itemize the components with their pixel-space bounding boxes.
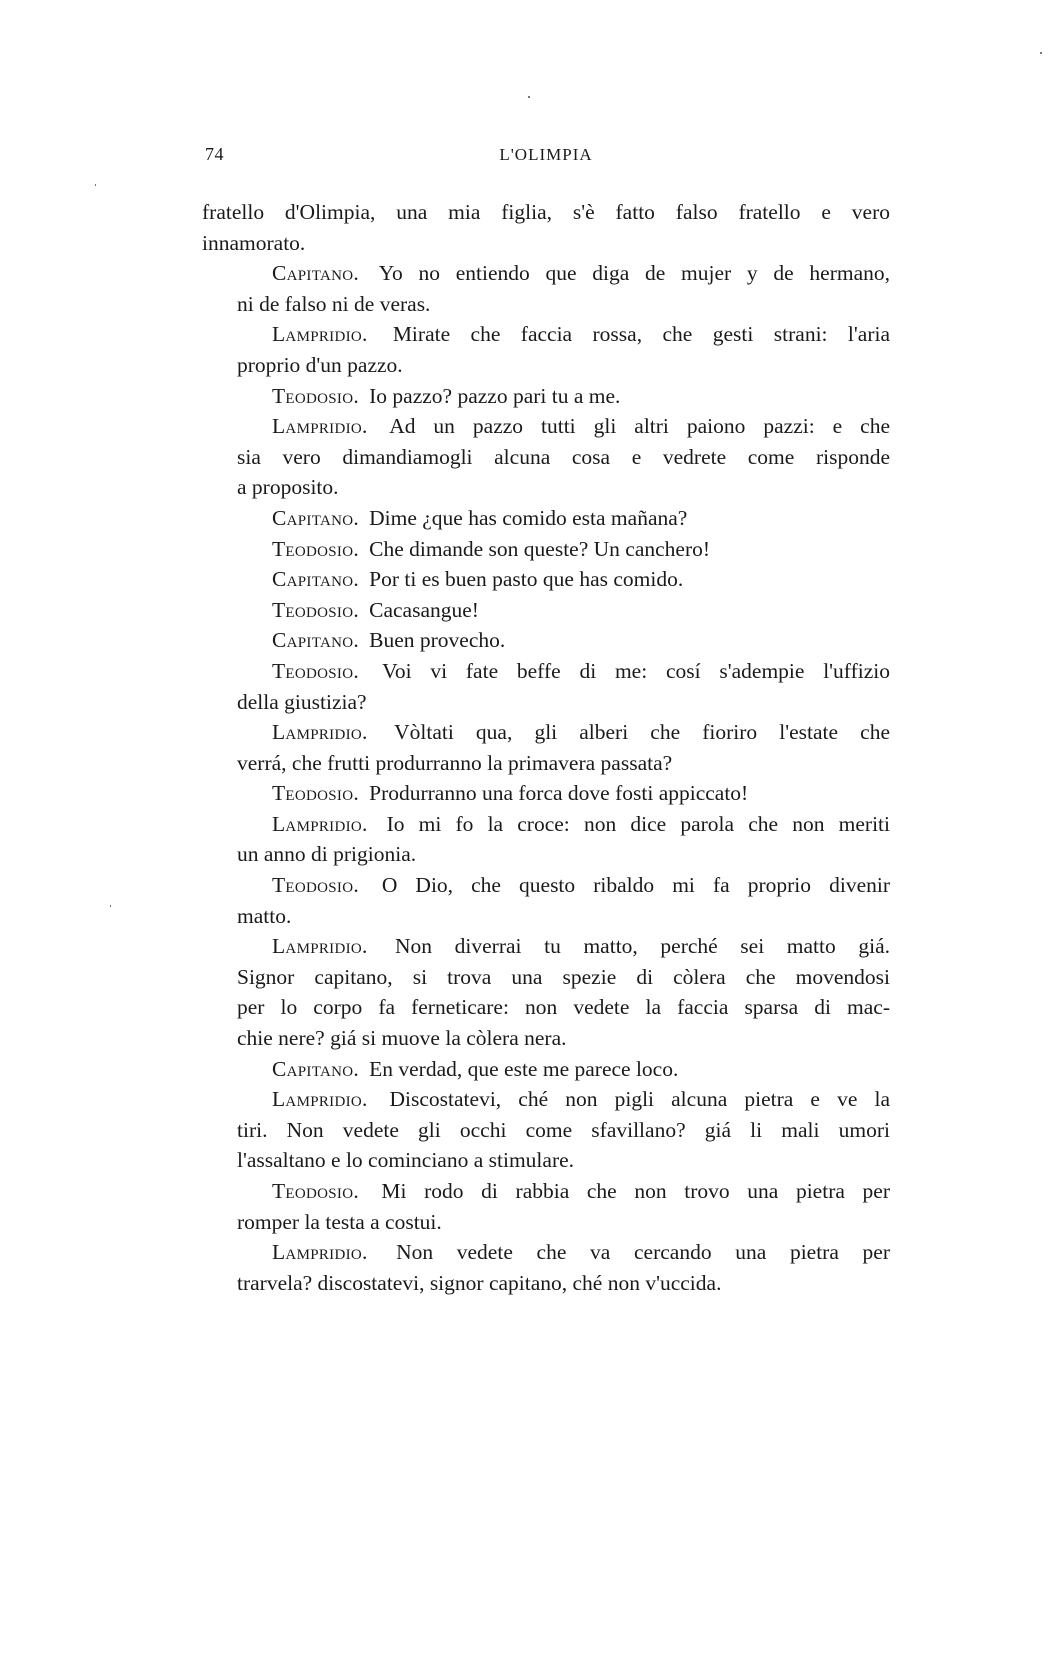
text-line — [202, 901, 890, 932]
speech-paragraph — [202, 778, 890, 809]
speaker-name: Lampridio — [272, 934, 363, 959]
line-text: Non vedete che va cercando una pietra per — [396, 1240, 890, 1265]
line-text: Signor capitano, si trova una spezie di còlera che movendosi — [237, 964, 890, 989]
line-text: della giustizia? — [237, 689, 367, 714]
speaker-period: . — [362, 720, 368, 745]
speaker-name: Capitano — [272, 628, 354, 653]
speaker-name: Teodosio — [272, 873, 354, 898]
speaker-period: . — [362, 934, 368, 959]
line-text: En verdad, que este me parece loco. — [369, 1056, 679, 1081]
text-line — [202, 1084, 890, 1115]
line-text: proprio d'un pazzo. — [237, 352, 403, 377]
running-title: L'OLIMPIA — [499, 145, 593, 164]
speaker-name: Capitano — [272, 505, 354, 530]
text-line — [202, 350, 890, 381]
line-text: per lo corpo fa ferneticare: non vedete la faccia sparsa di mac- — [237, 995, 890, 1020]
text-line — [202, 778, 890, 809]
line-text: Ad un pazzo tutti gli altri paiono pazzi: e che — [389, 414, 890, 439]
speech-paragraph — [202, 595, 890, 626]
text-line — [202, 1207, 890, 1238]
speaker-name: Teodosio — [272, 658, 354, 683]
line-text: Por ti es buen pasto que has comido. — [369, 567, 684, 592]
text-line — [202, 258, 890, 289]
speech-paragraph — [202, 809, 890, 870]
speech-paragraph — [202, 319, 890, 380]
text-line — [202, 1145, 890, 1176]
scan-speck — [110, 905, 111, 907]
line-text: chie nere? giá si muove la còlera nera. — [237, 1026, 567, 1051]
line-text: Voi vi fate beffe di me: cosí s'adempie l'uffizio — [382, 658, 890, 683]
speech-paragraph — [202, 625, 890, 656]
line-text: Non diverrai tu matto, perché sei matto giá. — [395, 934, 891, 959]
speaker-name: Lampridio — [272, 414, 363, 439]
speaker-period: . — [353, 261, 359, 286]
text-line — [202, 931, 890, 962]
speaker-period: . — [353, 628, 359, 653]
line-text: Che dimande son queste? Un canchero! — [369, 536, 711, 561]
text-line — [202, 595, 890, 626]
text-line — [202, 411, 890, 442]
text-line — [202, 717, 890, 748]
line-text: innamorato. — [202, 230, 306, 255]
speech-paragraph — [202, 1054, 890, 1085]
line-text: romper la testa a costui. — [237, 1209, 442, 1234]
line-text: Dime ¿que has comido esta mañana? — [369, 505, 688, 530]
speaker-period: . — [362, 322, 368, 347]
speech-paragraph — [202, 1237, 890, 1298]
line-text: a proposito. — [237, 475, 339, 500]
text-line — [202, 381, 890, 412]
text-line — [202, 1115, 890, 1146]
speaker-period: . — [353, 1056, 359, 1081]
page-number: 74 — [205, 144, 224, 164]
line-text: Yo no entiendo que diga de mujer y de hermano, — [378, 261, 891, 286]
speech-paragraph — [202, 381, 890, 412]
speech-paragraph — [202, 503, 890, 534]
line-text: sia vero dimandiamogli alcuna cosa e vedrete come risponde — [237, 444, 890, 469]
speaker-period: . — [353, 781, 359, 806]
speaker-period: . — [353, 567, 359, 592]
text-line — [202, 992, 890, 1023]
speaker-period: . — [353, 658, 359, 683]
line-text: Discostatevi, ché non pigli alcuna pietra e ve la — [389, 1087, 891, 1112]
speaker-period: . — [362, 414, 368, 439]
line-text: matto. — [237, 903, 292, 928]
line-text: Buen provecho. — [369, 628, 506, 653]
speaker-period: . — [362, 811, 368, 836]
line-text: Mirate che faccia rossa, che gesti strani: l'aria — [392, 322, 890, 347]
text-line — [202, 503, 890, 534]
line-text: verrá, che frutti produrranno la primavera passata? — [237, 750, 673, 775]
speech-paragraph — [202, 534, 890, 565]
line-text: Cacasangue! — [369, 597, 479, 622]
text-line — [202, 319, 890, 350]
text-line — [202, 1054, 890, 1085]
line-text: O Dio, che questo ribaldo mi fa proprio divenir — [381, 873, 890, 898]
text-line — [202, 870, 890, 901]
text-line — [202, 656, 890, 687]
speaker-name: Capitano — [272, 1056, 354, 1081]
line-text: un anno di prigionia. — [237, 842, 417, 867]
line-text: Io pazzo? pazzo pari tu a me. — [369, 383, 621, 408]
speech-paragraph — [202, 564, 890, 595]
speaker-name: Capitano — [272, 567, 354, 592]
speaker-period: . — [353, 873, 359, 898]
running-head — [203, 142, 889, 168]
text-line — [202, 564, 890, 595]
text-line — [202, 534, 890, 565]
scan-speck — [1040, 52, 1042, 54]
speaker-period: . — [353, 1179, 359, 1203]
text-line — [202, 962, 890, 993]
speaker-name: Capitano — [272, 261, 354, 286]
text-line — [202, 625, 890, 656]
speaker-period: . — [362, 1087, 368, 1112]
text-line — [202, 839, 890, 870]
continuation-paragraph — [202, 197, 890, 258]
speech-paragraph — [202, 258, 890, 319]
speaker-name: Lampridio — [272, 322, 363, 347]
speaker-name: Teodosio — [272, 781, 354, 806]
speaker-period: . — [353, 536, 359, 561]
line-text: ni de falso ni de veras. — [237, 291, 431, 316]
line-text: l'assaltano e lo cominciano a stimulare. — [237, 1148, 575, 1173]
line-text: trarvela? discostatevi, signor capitano, ché non v'uccida. — [237, 1270, 722, 1295]
speaker-name: Teodosio — [272, 597, 354, 622]
line-text: Produrranno una forca dove fosti appiccato! — [369, 781, 749, 806]
dialogue-text — [202, 197, 890, 1298]
line-text: tiri. Non vedete gli occhi come sfavillano? giá li mali umori — [237, 1117, 890, 1142]
text-line — [202, 228, 890, 259]
text-line — [202, 809, 890, 840]
line-text: fratello d'Olimpia, una mia figlia, s'è fatto falso fratello e vero — [202, 200, 890, 224]
line-text: Vòltati qua, gli alberi che fioriro l'estate che — [394, 720, 890, 745]
speaker-period: . — [362, 1240, 368, 1265]
text-line — [202, 289, 890, 320]
text-line — [202, 1023, 890, 1054]
text-line — [202, 197, 890, 228]
text-line — [202, 1268, 890, 1299]
speech-paragraph — [202, 1176, 890, 1237]
text-line — [202, 1176, 890, 1207]
speech-paragraph — [202, 870, 890, 931]
text-line — [202, 687, 890, 718]
speaker-name: Teodosio — [272, 536, 354, 561]
scan-speck — [528, 96, 530, 98]
text-line — [202, 1237, 890, 1268]
line-text: Mi rodo di rabbia che non trovo una pietra per — [381, 1179, 890, 1203]
text-line — [202, 442, 890, 473]
speaker-period: . — [353, 505, 359, 530]
speaker-name: Lampridio — [272, 1240, 363, 1265]
speech-paragraph — [202, 1084, 890, 1176]
speaker-period: . — [353, 597, 359, 622]
scan-speck — [95, 184, 96, 186]
speaker-name: Lampridio — [272, 720, 363, 745]
text-line — [202, 472, 890, 503]
speaker-name: Lampridio — [272, 811, 363, 836]
speaker-name: Lampridio — [272, 1087, 363, 1112]
speech-paragraph — [202, 717, 890, 778]
speaker-period: . — [353, 383, 359, 408]
speaker-name: Teodosio — [272, 1179, 354, 1203]
speech-paragraph — [202, 656, 890, 717]
speaker-name: Teodosio — [272, 383, 354, 408]
speech-paragraph — [202, 931, 890, 1053]
speech-paragraph — [202, 411, 890, 503]
line-text: Io mi fo la croce: non dice parola che non meriti — [386, 811, 890, 836]
text-line — [202, 748, 890, 779]
